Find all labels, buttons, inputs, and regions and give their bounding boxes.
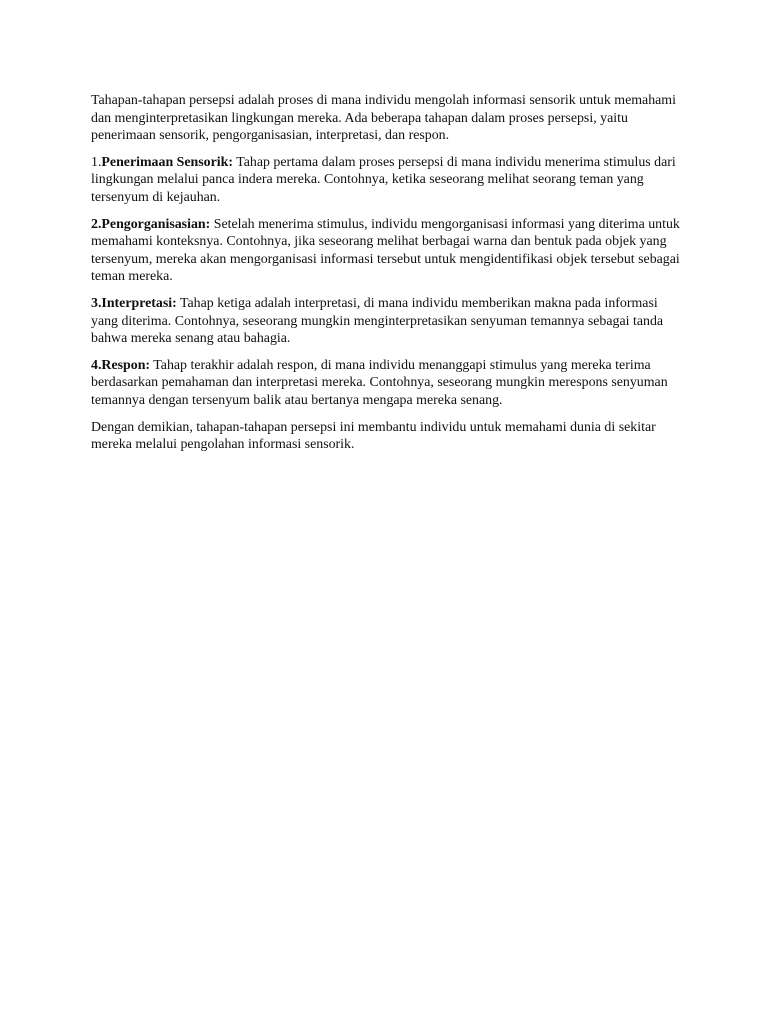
- document-body: [91, 92, 683, 463]
- stage-text: Setelah menerima stimulus, individu mengorganisasi informasi yang diterima untuk memahami konteksnya. Contohnya, jika seseorang melihat berbagai warna dan bentuk pada objek yang tersenyum, mereka akan mengorganisasi informasi tersebut untuk mengidentifikasi objek tersebut sebagai teman mereka.: [91, 216, 680, 285]
- stage-paragraph-sensory-reception: [91, 154, 683, 207]
- stage-title: 2.Pengorganisasian:: [91, 216, 211, 232]
- stage-paragraph-response: [91, 357, 683, 410]
- stage-paragraph-organization: [91, 216, 683, 286]
- stage-title: 4.Respon:: [91, 357, 151, 373]
- stage-paragraph-interpretation: [91, 295, 683, 348]
- stage-title: Penerimaan Sensorik:: [101, 154, 233, 170]
- stage-text: Tahap ketiga adalah interpretasi, di mana individu memberikan makna pada informasi yang diterima. Contohnya, seseorang mungkin menginterpretasikan senyuman temannya sebagai tanda bahwa mereka senang atau bahagia.: [91, 295, 664, 347]
- stage-number: 1.: [91, 154, 102, 170]
- stage-text: Tahap pertama dalam proses persepsi di mana individu menerima stimulus dari lingkungan melalui panca indera mereka. Contohnya, ketika seseorang melihat seorang teman yang tersenyum di kejauhan.: [91, 154, 676, 205]
- stage-title: 3.Interpretasi:: [91, 295, 177, 311]
- intro-paragraph: Tahapan-tahapan persepsi adalah proses di mana individu mengolah informasi sensorik untuk memahami dan menginterpretasikan lingkungan mereka. Ada beberapa tahapan dalam proses persepsi, yaitu penerimaan sensorik, pengorganisasian, interpretasi, dan respon.: [91, 93, 676, 144]
- conclusion-paragraph: Dengan demikian, tahapan-tahapan persepsi ini membantu individu untuk memahami dunia di sekitar mereka melalui pengolahan informasi sensorik.: [91, 419, 656, 453]
- stage-text: Tahap terakhir adalah respon, di mana individu menanggapi stimulus yang mereka terima berdasarkan pemahaman dan interpretasi mereka. Contohnya, seseorang mungkin merespons senyuman temannya dengan tersenyum balik atau bertanya mengapa mereka senang.: [91, 357, 668, 408]
